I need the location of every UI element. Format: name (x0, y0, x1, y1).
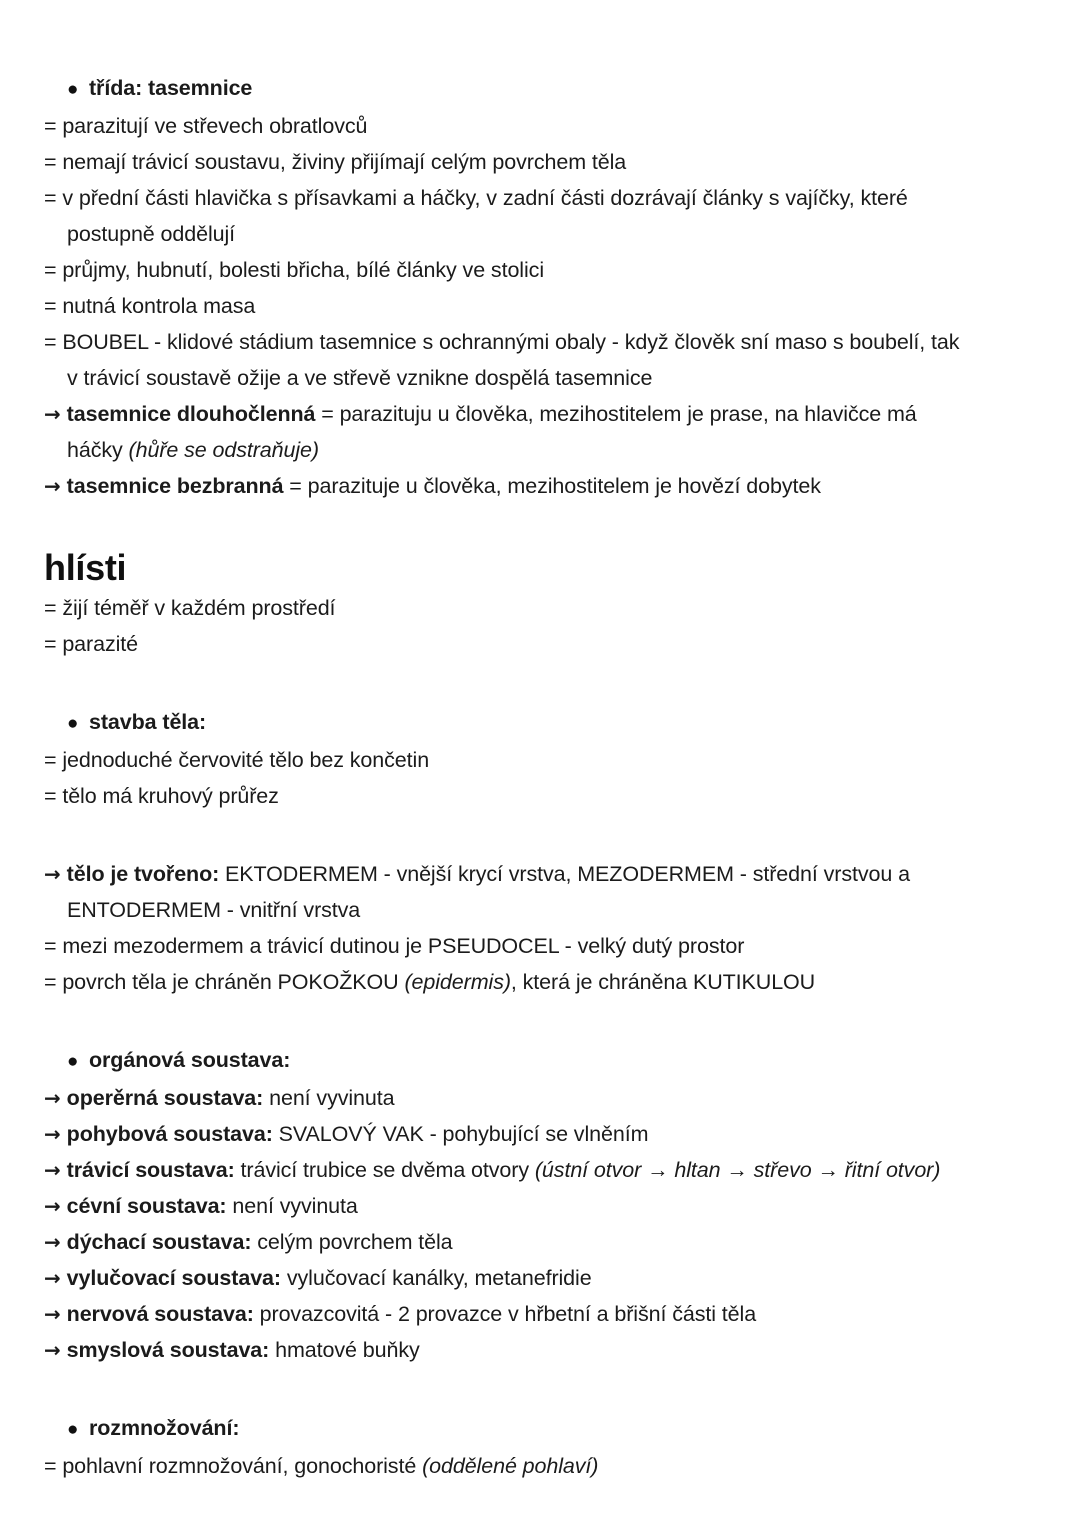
organ-label-vylucovaci: vylučovací soustava: (66, 1266, 281, 1290)
species-desc-dlouhoclenna-italic: (hůře se odstraňuje) (128, 438, 319, 462)
organ-desc-nervova: provazcovitá - 2 provazce v hřbetní a břišní části těla (253, 1302, 757, 1326)
bullet-dot-icon: ● (67, 713, 79, 734)
organ-row-operna (44, 1080, 1036, 1116)
arrow-right-icon: → (44, 474, 61, 498)
arrow-right-icon: → (44, 1302, 61, 1326)
organ-label-pohybova: pohybová soustava: (66, 1122, 273, 1146)
bullet-dot-icon: ● (67, 1419, 79, 1440)
text-line-ziji-temer: = žijí téměř v každém prostředí (44, 596, 336, 620)
spacer (44, 504, 1036, 546)
organ-row-travici (44, 1152, 1036, 1188)
text-line-hlavicka-cont: postupně oddělují (67, 222, 236, 246)
text-line-parazituji: = parazitují ve střevech obratlovců (44, 114, 368, 138)
arrow-right-icon: → (44, 1266, 61, 1290)
species-row-dlouhoclenna (44, 396, 1036, 432)
organ-desc-cevni: není vyvinuta (226, 1194, 358, 1218)
layers-desc-entodermem: ENTODERMEM - vnitřní vrstva (67, 898, 361, 922)
organ-row-cevni (44, 1188, 1036, 1224)
species-row-bezbranna (44, 468, 1036, 504)
species-desc-dlouhoclenna-plain: háčky (67, 438, 129, 462)
text-line-pokozka (44, 964, 1036, 1000)
bullet-label-trida-tasemnice: třída: tasemnice (89, 76, 253, 100)
text-line-kontrola-masa: = nutná kontrola masa (44, 294, 256, 318)
species-desc-dlouhoclenna-cont (44, 432, 1036, 468)
organ-desc-pohybova: SVALOVÝ VAK - pohybující se vlněním (272, 1122, 649, 1146)
species-desc-dlouhoclenna: = parazituju u člověka, mezihostitelem je prase, na hlavičce má (315, 402, 917, 426)
text-line-pseudocel: = mezi mezodermem a trávicí dutinou je PSEUDOCEL - velký dutý prostor (44, 934, 745, 958)
organ-desc-smyslova: hmatové buňky (269, 1338, 420, 1362)
organ-desc-travici-italic: (ústní otvor → hltan → střevo → řitní otvor) (534, 1158, 941, 1182)
arrow-right-icon: → (44, 1158, 61, 1182)
organ-label-smyslova: smyslová soustava: (66, 1338, 270, 1362)
layers-row-telo-je-tvoreno (44, 856, 1036, 892)
bullet-label-stavba-tela: stavba těla: (89, 710, 207, 734)
bullet-item-rozmnozovani (44, 1410, 1036, 1448)
text-line-parazite: = parazité (44, 632, 139, 656)
spacer (44, 1368, 1036, 1410)
arrow-right-icon: → (44, 1086, 61, 1110)
text-rozmnozovani-pre: = pohlavní rozmnožování, gonochoristé (44, 1454, 423, 1478)
organ-row-vylucovaci (44, 1260, 1036, 1296)
text-line-hlavicka: = v přední části hlavička s přísavkami a háčky, v zadní části dozrávají články s vajíčky, které (44, 186, 908, 210)
organ-desc-dychaci: celým povrchem těla (251, 1230, 453, 1254)
bullet-dot-icon: ● (67, 79, 79, 100)
organ-label-cevni: cévní soustava: (66, 1194, 227, 1218)
arrow-right-icon: → (44, 402, 61, 426)
spacer (44, 814, 1036, 856)
bullet-item-stavba-tela (44, 704, 1036, 742)
bullet-label-rozmnozovani: rozmnožování: (89, 1416, 240, 1440)
arrow-right-icon: → (44, 862, 61, 886)
bullet-item-organova-soustava (44, 1042, 1036, 1080)
organ-label-nervova: nervová soustava: (66, 1302, 254, 1326)
text-line-prujmy: = průjmy, hubnutí, bolesti břicha, bílé články ve stolici (44, 258, 544, 282)
text-pokozka-pre: = povrch těla je chráněn POKOŽKOU (44, 970, 405, 994)
organ-row-nervova (44, 1296, 1036, 1332)
spacer (44, 1000, 1036, 1042)
text-line-rozmnozovani (44, 1448, 1036, 1484)
text-rozmnozovani-italic: (oddělené pohlaví) (422, 1454, 599, 1478)
text-line-kruhovy-prurez: = tělo má kruhový průřez (44, 784, 279, 808)
document-content (44, 70, 1036, 1484)
arrow-right-icon: → (44, 1230, 61, 1254)
arrow-right-icon: → (44, 1338, 61, 1362)
text-pokozka-italic: (epidermis) (404, 970, 511, 994)
organ-label-operna: operěrná soustava: (66, 1086, 264, 1110)
page-title-hlisti: hlísti (44, 547, 127, 588)
text-pokozka-post: , která je chráněna KUTIKULOU (510, 970, 816, 994)
species-desc-bezbranna: = parazituje u člověka, mezihostitelem je hovězí dobytek (283, 474, 821, 498)
text-line-jednoduche-telo: = jednoduché červovité tělo bez končetin (44, 748, 430, 772)
arrow-right-icon: → (44, 1194, 61, 1218)
arrow-right-icon: → (44, 1122, 61, 1146)
layers-label-telo-je-tvoreno: tělo je tvořeno: (66, 862, 220, 886)
organ-row-smyslova (44, 1332, 1036, 1368)
bullet-dot-icon: ● (67, 1051, 79, 1072)
species-name-bezbranna: tasemnice bezbranná (66, 474, 284, 498)
organ-row-pohybova (44, 1116, 1036, 1152)
bullet-label-organova-soustava: orgánová soustava: (89, 1048, 291, 1072)
organ-label-travici: trávicí soustava: (66, 1158, 235, 1182)
text-line-nemaji-travici: = nemají trávicí soustavu, živiny přijímají celým povrchem těla (44, 150, 627, 174)
organ-row-dychaci (44, 1224, 1036, 1260)
bullet-item-trida-tasemnice (44, 70, 1036, 108)
text-line-boubel-cont: v trávicí soustavě ožije a ve střevě vznikne dospělá tasemnice (67, 366, 653, 390)
species-name-dlouhoclenna: tasemnice dlouhočlenná (66, 402, 316, 426)
organ-desc-vylucovaci: vylučovací kanálky, metanefridie (280, 1266, 592, 1290)
organ-desc-travici: trávicí trubice se dvěma otvory (234, 1158, 535, 1182)
organ-desc-operna: není vyvinuta (263, 1086, 395, 1110)
organ-label-dychaci: dýchací soustava: (66, 1230, 252, 1254)
layers-desc-telo-je-tvoreno: EKTODERMEM - vnější krycí vrstva, MEZODERMEM - střední vrstvou a (219, 862, 910, 886)
spacer (44, 662, 1036, 704)
text-line-boubel: = BOUBEL - klidové stádium tasemnice s ochrannými obaly - když člověk sní maso s boubelí, tak (44, 330, 960, 354)
